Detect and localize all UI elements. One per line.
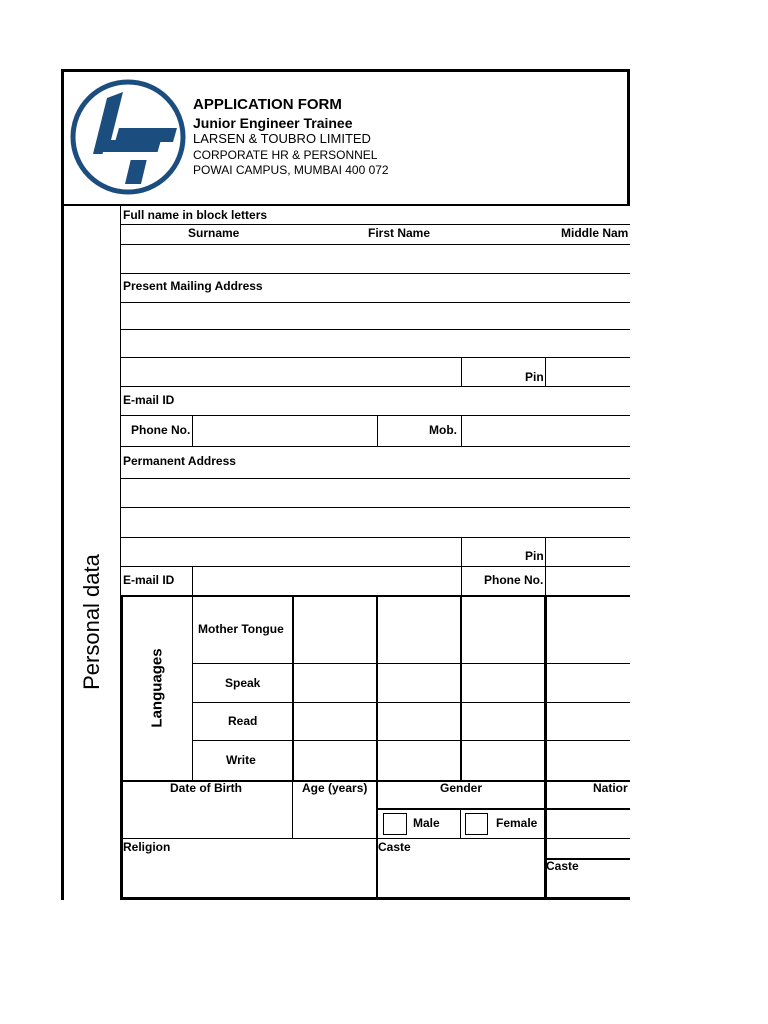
form-subtitle: Junior Engineer Trainee xyxy=(193,115,353,131)
first-name-label: First Name xyxy=(368,226,431,240)
lt-logo-icon xyxy=(69,78,187,196)
permanent-address-line2-field[interactable] xyxy=(121,508,630,537)
language-cell[interactable] xyxy=(378,597,459,662)
form-title: APPLICATION FORM xyxy=(193,96,342,113)
company-address: POWAI CAMPUS, MUMBAI 400 072 xyxy=(193,163,389,177)
full-name-label: Full name in block letters xyxy=(123,208,268,222)
divider-line xyxy=(121,897,630,900)
divider-line xyxy=(121,595,123,781)
read-label: Read xyxy=(228,714,258,728)
dob-label: Date of Birth xyxy=(170,781,242,795)
divider-line xyxy=(377,415,378,446)
frame-left-border xyxy=(61,69,64,900)
permanent-address-line1-field[interactable] xyxy=(121,479,630,507)
email-field[interactable] xyxy=(190,387,630,414)
email2-label: E-mail ID xyxy=(123,573,175,587)
pin-label: Pin xyxy=(525,370,544,384)
pin2-label: Pin xyxy=(525,549,544,563)
mob-label: Mob. xyxy=(429,423,457,437)
caste-field[interactable] xyxy=(378,856,543,898)
religion-label: Religion xyxy=(123,840,171,854)
phone2-label: Phone No. xyxy=(484,573,544,587)
header-right-border xyxy=(627,69,630,205)
caste-label: Caste xyxy=(378,840,411,854)
gender-label: Gender xyxy=(440,781,483,795)
permanent-address-line3-field[interactable] xyxy=(121,538,460,566)
phone2-field[interactable] xyxy=(546,567,630,595)
divider-line xyxy=(121,446,630,447)
phone-field[interactable] xyxy=(193,416,376,446)
divider-line xyxy=(544,780,547,900)
language-cell[interactable] xyxy=(462,597,543,662)
divider-line xyxy=(460,808,461,838)
languages-label: Languages xyxy=(148,648,166,728)
caste2-label: Caste xyxy=(546,859,579,873)
nationality-field[interactable] xyxy=(547,810,630,838)
female-label: Female xyxy=(496,816,538,830)
phone-label: Phone No. xyxy=(131,423,191,437)
divider-line xyxy=(121,224,630,225)
language-cell[interactable] xyxy=(547,597,630,662)
present-address-line2-field[interactable] xyxy=(121,330,630,356)
present-address-label: Present Mailing Address xyxy=(123,279,263,293)
permanent-address-label: Permanent Address xyxy=(123,454,236,468)
female-checkbox[interactable] xyxy=(465,813,488,835)
religion-field[interactable] xyxy=(122,856,375,898)
divider-line xyxy=(121,838,630,839)
present-address-line3-field[interactable] xyxy=(121,358,460,386)
divider-line xyxy=(192,663,630,664)
divider-line xyxy=(461,566,462,595)
male-label: Male xyxy=(413,816,440,830)
divider-line xyxy=(292,780,293,838)
write-label: Write xyxy=(226,753,256,767)
present-pin-field[interactable] xyxy=(546,358,630,386)
divider-line xyxy=(192,740,630,741)
dob-field[interactable] xyxy=(122,800,291,837)
header-bottom-border xyxy=(61,204,630,206)
male-checkbox[interactable] xyxy=(383,813,407,835)
divider-line xyxy=(192,595,193,781)
age-field[interactable] xyxy=(294,800,375,837)
frame-top-border xyxy=(61,69,630,72)
speak-label: Speak xyxy=(225,676,261,690)
full-name-field[interactable] xyxy=(121,245,630,273)
section-label-personal-data: Personal data xyxy=(79,554,104,690)
divider-line xyxy=(121,273,630,274)
permanent-pin-field[interactable] xyxy=(546,538,630,566)
present-address-line1-field[interactable] xyxy=(121,303,630,329)
nationality-label: Natior xyxy=(593,781,628,795)
divider-line xyxy=(192,702,630,703)
divider-line xyxy=(121,780,123,900)
email-label: E-mail ID xyxy=(123,393,175,407)
language-cell[interactable] xyxy=(294,597,375,662)
middle-name-label: Middle Nam xyxy=(561,226,629,240)
age-label: Age (years) xyxy=(302,781,368,795)
divider-line xyxy=(461,537,462,566)
email2-field[interactable] xyxy=(193,567,460,595)
company-name: LARSEN & TOUBRO LIMITED xyxy=(193,131,371,146)
department-name: CORPORATE HR & PERSONNEL xyxy=(193,148,378,162)
divider-line xyxy=(461,357,462,386)
surname-label: Surname xyxy=(188,226,240,240)
mother-tongue-label: Mother Tongue xyxy=(198,622,284,636)
mobile-field[interactable] xyxy=(462,416,630,446)
